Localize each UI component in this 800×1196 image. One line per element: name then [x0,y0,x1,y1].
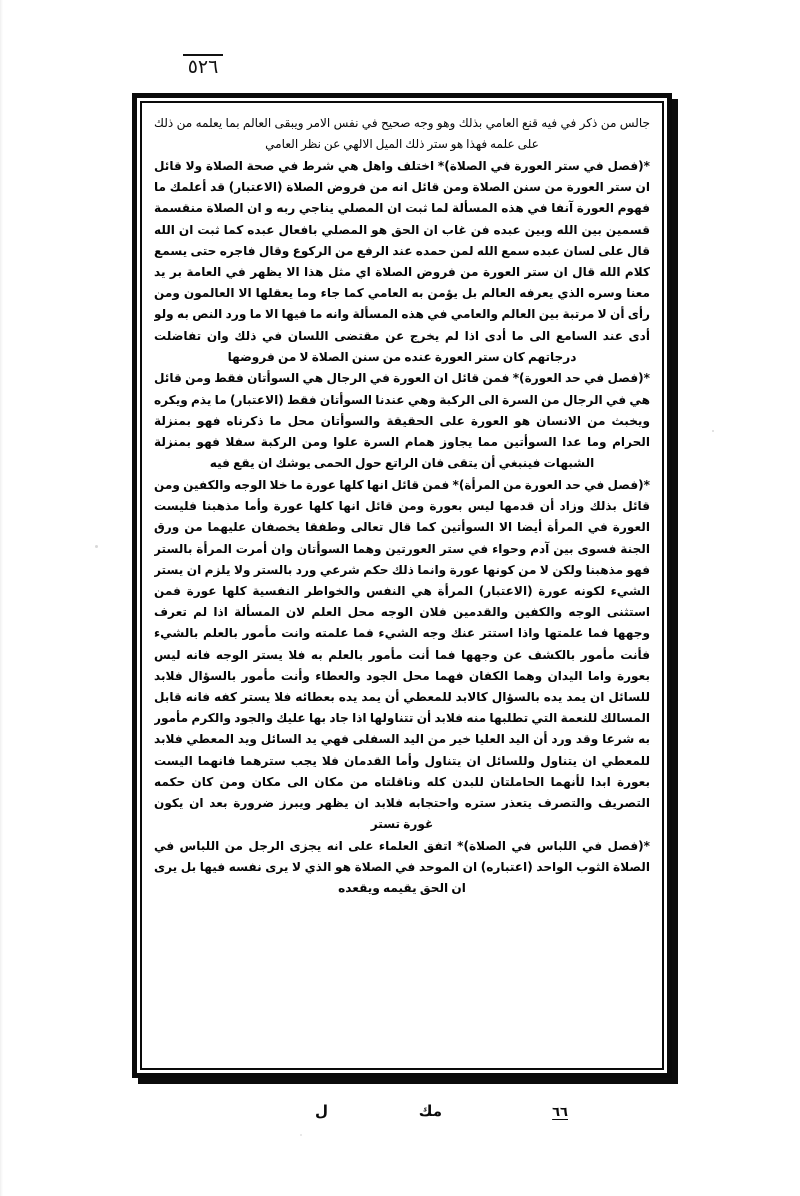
page-footer [132,1104,672,1138]
folio-number [168,54,238,77]
footer-signature-number: ٦٦ [552,1105,568,1120]
footer-middle-mark: مك [418,1102,442,1120]
text-frame-inner-rule [140,101,664,1070]
text-frame [132,93,672,1078]
paragraph-section-hadd-al-awrah-mar-ah: *(فصل في حد العورة من المرأة)* فمن قائل انها كلها عورة ما خلا الوجه والكفين ومن قائل بذلك وزاد أن قدمها ليس بعورة ومن قائل انها كلها عورة وأما مذهبنا فليست العورة في المرأة أيضا الا السوأتين كما قال تعالى وطفقا يخصفان عليهما من ورق الجنة فسوى بين آدم وحواء في ستر العورتين وهما السوأتان وان أمرت المرأة بالستر فهو مذهبنا ولكن لا من كونها عورة وانما ذلك حكم شرعي ورد بالستر ولا يلزم ان يستر الشيء لكونه عورة (الاعتبار) المرأة هي النفس والخواطر النفسية كلها عورة فمن استثنى الوجه والكفين والقدمين فلان الوجه محل العلم لان المسألة اذا لم تعرف وجهها فما علمتها واذا استتر عنك وجه الشيء فما علمته وانت مأمور بالعلم بالشيء فأنت مأمور بالكشف عن وجهها فما أنت مأمور بالعلم به فلا يستر الوجه فانه ليس بعورة واما اليدان وهما الكفان فهما محل الجود والعطاء وأنت مأمور بالسؤال فلابد للسائل ان يمد يده بالسؤال كالابد للمعطي أن يمد يده بعطائه فلا يستر كفه فانه قابل المسالك للنعمة التي تطلبها منه فلابد أن تتناولها اذا جاد بها عليك والجود والكرم مأمور به شرعا وقد ورد أن اليد العليا خير من اليد السفلى فهي يد السائل ويد المعطي فلابد للمعطي ان يتناول وللسائل ان يتناول وأما القدمان فلا يجب سترهما فانهما اليست بعورة ابدا لأنهما الحاملتان للبدن كله وناقلتاه من مكان الى مكان ومن كان حكمه التصريف والتصرف يتعذر ستره واحتجابه فلابد ان يظهر ويبرز ضرورة بعد ان يكون غورة تستر [154,477,650,832]
paragraph-section-al-libas-fi-al-salah: *(فصل في اللباس في الصلاة)* اتفق العلماء على انه يجزى الرجل من اللباس في الصلاة الثوب الواحد (اعتباره) ان الموحد في الصلاة هو الذي لا يرى نفسه فيها بل يرى ان الحق يقيمه ويقعده [154,838,650,896]
scan-speckle [712,430,714,432]
footer-left-mark: ل [314,1102,328,1120]
paragraph-section-sitr-al-awrah: *(فصل في ستر العورة في الصلاة)* اختلف واهل هي شرط في صحة الصلاة ولا قائل ان ستر العورة من سنن الصلاة ومن قائل انه من فروض الصلاة (الاعتبار) قد أعلمك ما فهوم العورة آنفا في هذه المسألة لما ثبت ان المصلي يناجي ربه و ان الصلاة منقسمة قسمين بين الله وبين عبده فن غاب ان الحق هو المصلي بافعال عبده كما ثبت ان الله قال على لسان عبده سمع الله لمن حمده عند الرفع من الركوع وقال فاجره حتى يسمع كلام الله قال ان ستر العورة من فروض الصلاة اي مثل هذا الا يظهر في العامة بر يد معنا وسره الذي يعرفه العالم بل يؤمن به العامي كما جاء وما يعقلها الا العالمون ومن رأى أن لا مرتبة بين العالم والعامي في هذه المسألة وانه ما فيها الا ما ورد النص به ولو أدى عند السامع الى ما أدى اذا لم يخرج عن مقتضى اللسان في ذلك وان تفاضلت درجاتهم كان ستر العورة عنده من سنن الصلاة لا من فروضها [154,158,650,364]
page-text-body [154,113,650,1058]
paragraph: جالس من ذكر في فيه قنع العامي بذلك وهو وجه صحيح في نفس الامر ويبقى العالم بما يعلمه من ذلك على علمه فهذا هو ستر ذلك الميل الالهي عن نظر العامي [154,116,650,152]
paragraph-section-hadd-al-awrah: *(فصل في حد العورة)* فمن قائل ان العورة في الرجال هي السوأتان فقط ومن قائل هي في الرجال من السرة الى الركبة وهي عندنا السوأتان فقط (الاعتبار) ما يذم ويكره ويخبث من الانسان هو العورة على الحقيقة والسوأتان محل ما ذكرناه فهو بمنزلة الحرام وما عدا السوأتين مما يجاوز همام السرة علوا ومن الركبة سفلا فهو بمنزلة الشبهات فينبغي أن يتقى فان الراتع حول الحمى يوشك ان يقع فيه [154,371,650,471]
folio-number-text: ٥٢٦ [187,56,219,78]
scan-speckle [95,545,98,548]
scan-edge-gradient [0,0,3,1196]
